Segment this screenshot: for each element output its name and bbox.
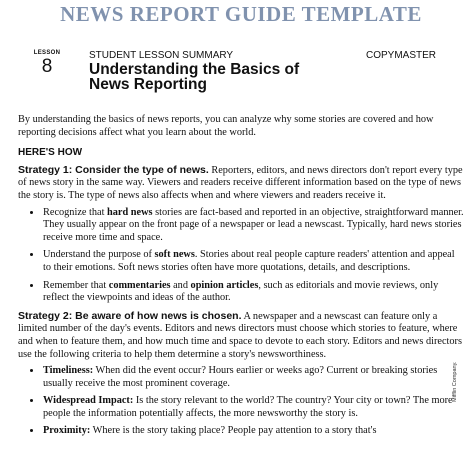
- strategy-1-list: [18, 207, 464, 305]
- list-item: [42, 280, 464, 305]
- bullet-text: stories are fact-based and reported in an objective, straightforward manner. They usually appear on the front page of a newspaper or lead a newscast. Typically, hard news stories receive more time and space.: [43, 206, 464, 243]
- lesson-content: [18, 114, 464, 443]
- strategy-1-heading: Strategy 1: Consider the type of news.: [18, 163, 209, 176]
- copymaster-label: COPYMASTER: [366, 50, 437, 61]
- bullet-term: commentaries: [108, 279, 171, 291]
- bullet-term: hard news: [107, 206, 153, 218]
- side-credit: Mifflin Company.: [452, 361, 458, 402]
- bullet-text: Recognize that: [43, 206, 108, 218]
- bullet-text: Is the story relevant to the world? The country? Your city or town? The more people the information potentially affects, the more newsworthy the story is.: [43, 395, 453, 419]
- bullet-term: Widespread Impact:: [43, 395, 134, 407]
- heres-how-heading: HERE'S HOW: [18, 147, 83, 159]
- strategy-2-text: A newspaper and a newscast can feature only a limited number of the day's events. Editors and news directors must choose which stories to feature, where and when to feature them, and how much time and space to devote to each story. Editors and news directors use the following criteria to help them determine a story's newsworthiness.: [18, 310, 462, 360]
- strategy-2-list: [18, 365, 464, 438]
- lesson-box: [30, 50, 64, 77]
- bullet-term: opinion articles: [190, 279, 259, 291]
- bullet-text: , such as editorials and movie reviews, only reflect the viewpoints and ideas of the author.: [43, 279, 439, 304]
- bullet-text: and: [170, 279, 191, 291]
- summary-label: STUDENT LESSON SUMMARY: [89, 50, 234, 61]
- bullet-term: soft news: [154, 249, 195, 261]
- strategy-2-paragraph: [18, 310, 464, 361]
- lesson-label: LESSON: [33, 50, 61, 56]
- intro-paragraph: By understanding the basics of news reports, you can analyze why some stories are covered and how reporting decisions affect what you learn about the world.: [18, 114, 434, 138]
- strategy-1-paragraph: [18, 164, 464, 203]
- list-item: [42, 395, 464, 420]
- bullet-text: . Stories about real people capture readers' attention and appeal to their emotions. Soft news stories often have more quotations, details, and descriptions.: [43, 249, 455, 273]
- list-item: [42, 425, 464, 438]
- list-item: [42, 207, 464, 245]
- bullet-text: Remember that: [43, 279, 109, 291]
- bullet-term: Timeliness:: [43, 365, 94, 377]
- page-banner: NEWS REPORT GUIDE TEMPLATE: [60, 2, 422, 26]
- bullet-text: When did the event occur? Hours earlier or weeks ago? Current or breaking stories usually receive the most prominent coverage.: [43, 365, 438, 389]
- bullet-text: Where is the story taking place? People pay attention to a story that's: [90, 425, 377, 437]
- title-line-1: Understanding the Basics of: [89, 61, 300, 78]
- page-title: [89, 62, 389, 92]
- bullet-text: Understand the purpose of: [43, 249, 155, 261]
- strategy-1-text: Reporters, editors, and news directors don't report every type of news story in the same way. Viewers and readers receive different information based on the type of news the story is. The type of news also affects when and where viewers and readers receive it.: [18, 164, 463, 201]
- title-line-2: News Reporting: [89, 76, 207, 93]
- strategy-2-heading: Strategy 2: Be aware of how news is chosen.: [18, 309, 242, 322]
- list-item: [42, 249, 464, 274]
- lesson-number: 8: [41, 56, 53, 77]
- list-item: [42, 365, 464, 390]
- bullet-term: Proximity:: [43, 425, 91, 437]
